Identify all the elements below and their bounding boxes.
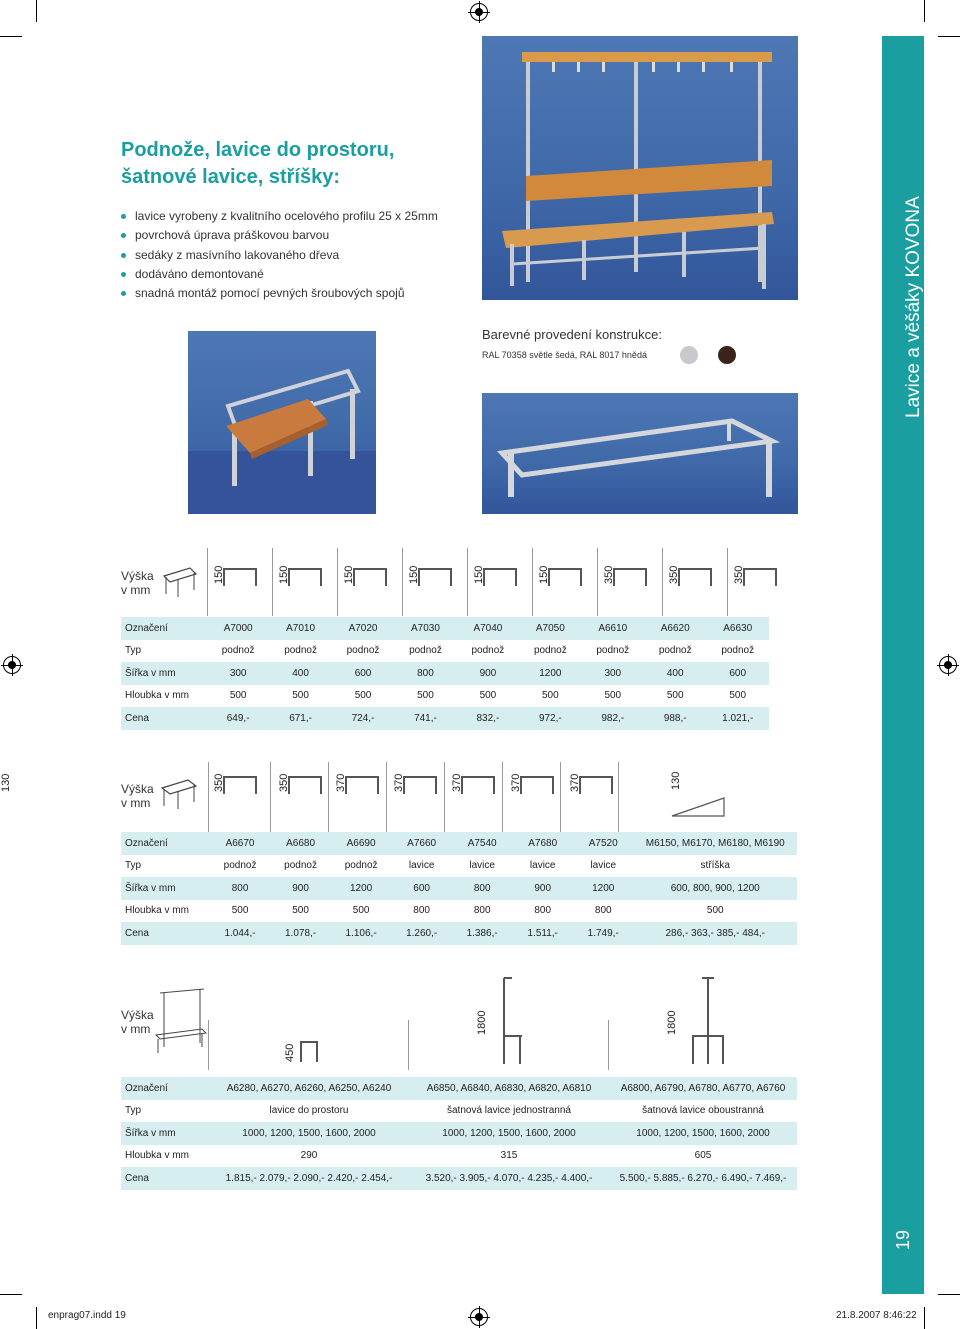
photo-base-with-seat [188,331,376,514]
column-separator [662,548,663,616]
table-cell: 1.749,- [573,922,634,945]
table-cell: 800 [594,905,612,917]
table-cell: M6150, M6170, M6180, M6190 [634,832,798,855]
row-label: Šířka v mm [121,662,207,685]
table-cell: 500 [666,690,684,702]
base-with-seat-image [188,331,376,514]
table-cell: 724,- [332,707,394,730]
table-row [121,877,797,900]
height-value: 350 [668,565,680,584]
table1-spec-table [121,617,769,730]
table-cell: 1.021,- [706,707,769,730]
height-value: 150 [538,565,550,584]
height-value: 370 [569,773,581,792]
table-row [121,832,797,855]
column-separator [618,762,619,832]
column-separator [337,548,338,616]
table3-spec-table [121,1077,797,1190]
table-cell: 5.500,- 5.885,- 6.270,- 6.490,- 7.469,- [609,1167,797,1190]
column-separator [402,548,403,616]
table-cell: 600 [332,662,394,685]
height-value: 370 [335,773,347,792]
table-cell: 500 [292,690,309,702]
table-cell: 500 [604,690,622,702]
table-cell: A6850, A6840, A6830, A6820, A6810 [409,1077,609,1100]
height-value: 1800 [666,1010,678,1035]
table-cell: 972,- [519,707,581,730]
registration-mark-icon [3,656,21,674]
height-label: Výška v mm [121,1008,154,1036]
crop-mark [938,36,960,37]
table-row [121,1145,797,1168]
height-value: 130 [0,773,12,792]
base-sketch-icon [351,566,391,588]
base-sketch-icon [286,566,326,588]
base-sketch-icon [459,774,499,796]
height-value: 350 [603,565,615,584]
table-cell: 1.044,- [210,922,271,945]
table-cell: podnož [409,645,442,657]
table-cell: šatnová lavice jednostranná [447,1105,571,1117]
table-row [121,855,797,878]
table-cell: A6620 [644,617,706,640]
feature-item: lavice vyrobeny z kvalitního ocelového profilu 25 x 25mm [121,207,438,226]
table-cell: podnož [223,860,257,872]
table-cell: A6680 [270,832,331,855]
crop-mark [938,1294,960,1295]
base-sketch-icon [286,774,326,796]
registration-mark-icon [939,656,957,674]
table-cell: 1000, 1200, 1500, 1600, 2000 [609,1122,797,1145]
base-sketch-icon [416,566,456,588]
table-cell: 286,- 363,- 385,- 484,- [634,922,798,945]
table-cell: A7660 [391,832,452,855]
base-sketch-icon [481,566,521,588]
table-cell: 988,- [644,707,706,730]
table-cell: stříška [700,860,730,872]
table-cell: 800 [452,877,513,900]
table-cell: A6630 [706,617,769,640]
table-cell: 600 [391,877,452,900]
table-cell: podnož [284,860,317,872]
base-sketch-icon [221,774,261,796]
table-cell: A7040 [457,617,519,640]
column-separator [444,762,445,832]
table-cell: 1.260,- [391,922,452,945]
row-label: Cena [121,922,210,945]
base-sketch-icon [546,566,586,588]
table-cell: A6280, A6270, A6260, A6250, A6240 [209,1077,409,1100]
table-cell: A7680 [512,832,573,855]
table-cell: podnož [284,645,317,657]
column-separator [328,762,329,832]
height-value: 450 [284,1043,296,1062]
row-label: Šířka v mm [121,877,210,900]
feature-list [121,207,438,303]
photo-cloakroom-bench [482,36,798,300]
table-cell: 3.520,- 3.905,- 4.070,- 4.235,- 4.400,- [409,1167,609,1190]
table-cell: podnož [596,645,630,657]
table-cell: 300 [207,662,269,685]
color-swatch-light-grey [680,346,698,364]
table2-spec-table [121,832,797,945]
row-label: Šířka v mm [121,1122,209,1145]
table-cell: 900 [457,662,519,685]
base-sketch-icon [343,774,383,796]
column-separator [532,548,533,616]
column-separator [207,548,208,616]
bench-sketch-icon [690,976,730,1066]
height-value: 150 [343,565,355,584]
height-value: 370 [510,773,522,792]
frame-image [482,393,798,514]
table-cell: 1.078,- [270,922,331,945]
table-cell: A7050 [519,617,581,640]
footer-timestamp: 21.8.2007 8:46:22 [836,1310,917,1321]
table-row [121,662,769,685]
color-swatch-brown [718,346,736,364]
photo-frame [482,393,798,514]
table-cell: 800 [210,877,271,900]
table-cell: 500 [292,905,309,917]
bench-with-hooks-drawing-icon [152,985,208,1057]
table-row [121,1100,797,1123]
bench-with-hooks-image [482,36,798,300]
feature-item: povrchová úprava práškovou barvou [121,226,438,245]
table-cell: lavice [590,860,617,872]
table-cell: 800 [473,905,491,917]
table-cell: A6610 [582,617,644,640]
page-number: 19 [893,1229,913,1250]
row-label: Označení [121,617,207,640]
table-cell: 832,- [457,707,519,730]
colors-title: Barevné provedení konstrukce: [482,327,662,342]
table-row [121,617,769,640]
row-label: Hloubka v mm [125,690,189,702]
row-label: Typ [125,860,142,872]
feature-item: snadná montáž pomocí pevných šroubových spojů [121,284,438,303]
table-cell: lavice [529,860,556,872]
height-value: 350 [213,773,225,792]
table-cell: 1.386,- [452,922,513,945]
height-label: Výška v mm [121,569,154,597]
table-cell: 500 [231,905,249,917]
column-separator [272,548,273,616]
height-label: Výška v mm [121,782,154,810]
table-row [121,640,769,663]
table-cell: 900 [512,877,573,900]
table-row [121,900,797,923]
base-sketch-icon [577,774,617,796]
crop-mark [0,36,22,37]
table-cell: podnož [346,645,380,657]
crop-mark [36,1307,37,1329]
bench-sketch-icon [496,976,526,1066]
table-cell: 500 [417,690,434,702]
stool-drawing-icon [160,564,200,600]
roof-sketch-icon [670,796,730,820]
table-cell: 500 [352,905,370,917]
column-separator [727,548,728,616]
table-cell: 500 [229,690,247,702]
table-row [121,922,797,945]
page-title [121,137,394,191]
table-cell: A7540 [452,832,513,855]
crop-mark [924,1307,925,1329]
table-cell: 500 [706,905,724,917]
table-cell: A7000 [207,617,269,640]
base-sketch-icon [676,566,716,588]
table-cell: 800 [534,905,552,917]
feature-item: dodáváno demontované [121,265,438,284]
height-value: 150 [278,565,290,584]
table-cell: 1.106,- [331,922,392,945]
height-value: 350 [278,773,290,792]
table-cell: 1200 [331,877,392,900]
table-row [121,1077,797,1100]
table-cell: lavice do prostoru [269,1105,349,1117]
height-value: 150 [213,565,225,584]
crop-mark [36,0,37,22]
title-line-1: Podnože, lavice do prostoru, [121,139,395,161]
column-separator [597,548,598,616]
base-sketch-icon [611,566,651,588]
column-separator [386,762,387,832]
stool-drawing-icon [158,776,202,812]
footer-file-info: enprag07.indd 19 [48,1310,126,1321]
row-label: Hloubka v mm [125,905,189,917]
column-separator [208,762,209,832]
table-cell: 605 [694,1150,712,1162]
sidebar-title: Lavice a věšáky KOVONA [903,196,924,418]
table-cell: A7020 [332,617,394,640]
height-value: 1800 [476,1010,488,1035]
table-cell: A6800, A6790, A6780, A6770, A6760 [609,1077,797,1100]
table-cell: lavice [469,860,495,872]
table-cell: A7010 [269,617,331,640]
base-sketch-icon [221,566,261,588]
row-label: Označení [121,1077,209,1100]
column-separator [502,762,503,832]
table-cell: 1200 [519,662,581,685]
table-cell: 800 [413,905,430,917]
table-cell: 1200 [573,877,634,900]
table-cell: 290 [300,1150,318,1162]
crop-mark [924,0,925,22]
base-sketch-icon [401,774,441,796]
table-cell: 649,- [207,707,269,730]
table-cell: podnož [471,645,505,657]
table-cell: 315 [500,1150,518,1162]
table-cell: A7520 [573,832,634,855]
table-cell: 400 [269,662,331,685]
table-row [121,1122,797,1145]
table-cell: 800 [394,662,456,685]
table-cell: 1000, 1200, 1500, 1600, 2000 [409,1122,609,1145]
height-value: 370 [451,773,463,792]
height-value: 150 [473,565,485,584]
height-value: 150 [408,565,420,584]
table-cell: 400 [644,662,706,685]
feature-item: sedáky z masívního lakovaného dřeva [121,246,438,265]
table-cell: podnož [221,645,255,657]
table-cell: 500 [354,690,372,702]
table-cell: A6690 [331,832,392,855]
table-cell: podnož [344,860,378,872]
row-label: Označení [121,832,210,855]
table-cell: 671,- [269,707,331,730]
table-cell: 1000, 1200, 1500, 1600, 2000 [209,1122,409,1145]
table-row [121,707,769,730]
height-value: 370 [393,773,405,792]
table-cell: 1.511,- [512,922,573,945]
column-separator [467,548,468,616]
table-cell: 300 [582,662,644,685]
column-separator [208,1020,209,1070]
column-separator [560,762,561,832]
table-cell: šatnová lavice oboustranná [642,1105,764,1117]
colors-subtitle: RAL 70358 světle šedá, RAL 8017 hnědá [482,350,647,360]
table-row [121,1167,797,1190]
title-line-2: šatnové lavice, stříšky: [121,166,341,188]
row-label: Typ [125,645,142,657]
bench-sketch-icon [298,1038,320,1064]
table-cell: 600 [706,662,769,685]
height-value: 130 [670,771,682,790]
table-cell: podnož [658,645,692,657]
table-cell: lavice [408,860,435,872]
base-sketch-icon [741,566,781,588]
row-label: Hloubka v mm [125,1150,189,1162]
row-label: Cena [121,1167,209,1190]
height-value: 350 [733,565,745,584]
registration-mark-icon [470,1308,488,1326]
column-separator [408,1020,409,1070]
row-label: Typ [125,1105,142,1117]
registration-mark-icon [470,3,488,21]
column-separator [608,1020,609,1070]
table-cell: 900 [270,877,331,900]
table-cell: 500 [729,690,747,702]
table-cell: A6670 [210,832,271,855]
table-row [121,685,769,708]
table-cell: 741,- [394,707,456,730]
column-separator [270,762,271,832]
row-label: Cena [121,707,207,730]
table-cell: podnož [533,645,567,657]
table-cell: 1.815,- 2.079,- 2.090,- 2.420,- 2.454,- [209,1167,409,1190]
table-cell: 982,- [582,707,644,730]
table-cell: podnož [721,645,755,657]
base-sketch-icon [518,774,558,796]
table-cell: A7030 [394,617,456,640]
table-cell: 500 [542,690,559,702]
table-cell: 600, 800, 900, 1200 [634,877,798,900]
table-cell: 500 [479,690,497,702]
crop-mark [0,1294,22,1295]
